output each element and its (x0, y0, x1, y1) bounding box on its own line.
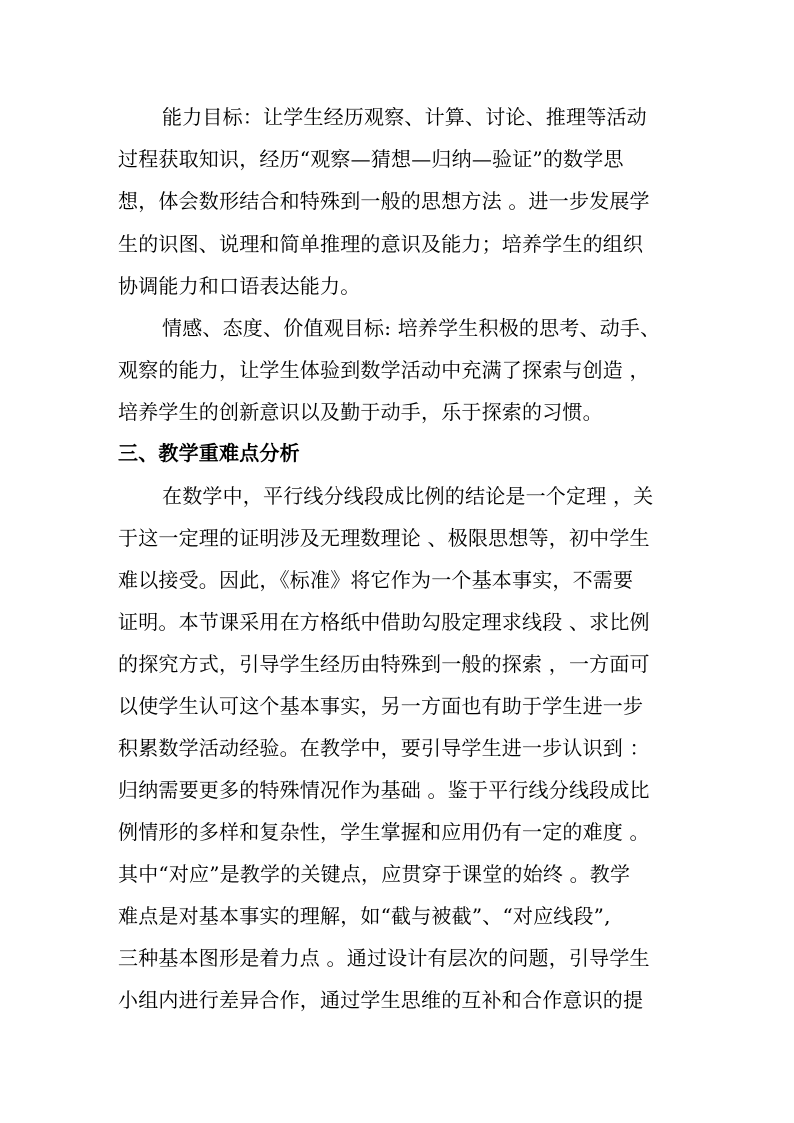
paragraph-analysis-line-3: 难以接受。因此，《标准》将它作为一个基本事实，不需要 (118, 568, 634, 592)
paragraph-emotion-goal-line-3: 培养学生的创新意识以及勤于动手，乐于探索的习惯。 (118, 400, 603, 424)
paragraph-analysis-line-12: 三种基本图形是着力点 。通过设计有层次的问题，引导学生 (118, 946, 650, 970)
paragraph-analysis-line-6: 以使学生认可这个基本事实，另一方面也有助于学生进一步 (118, 694, 644, 718)
paragraph-analysis-line-5: 的探究方式，引导学生经历由特殊到一般的探索 ，一方面可 (118, 652, 650, 676)
paragraph-analysis-line-2: 于这一定理的证明涉及无理数理论 、极限思想等，初中学生 (118, 526, 650, 550)
paragraph-analysis-line-4: 证明。本节课采用在方格纸中借助勾股定理求线段 、求比例 (118, 610, 650, 634)
paragraph-emotion-goal-line-1: 情感、态度、价值观目标: 培养学生积极的思考、动手、 (162, 316, 661, 340)
paragraph-analysis-line-13: 小组内进行差异合作，通过学生思维的互补和合作意识的提 (118, 988, 644, 1012)
paragraph-ability-goal-line-5: 协调能力和口语表达能力。 (118, 274, 361, 298)
paragraph-ability-goal-line-1: 能力目标：让学生经历观察、计算、讨论、推理等活动 (162, 105, 647, 129)
paragraph-ability-goal-line-3: 想，体会数形结合和特殊到一般的思想方法 。进一步发展学 (118, 189, 650, 213)
paragraph-ability-goal-line-2: 过程获取知识，经历“观察—猜想—归纳—验证”的数学思 (118, 147, 624, 171)
paragraph-analysis-line-9: 例情形的多样和复杂性，学生掌握和应用仍有一定的难度 。 (118, 820, 650, 844)
section-heading: 三、教学重难点分析 (118, 441, 300, 465)
paragraph-analysis-line-8: 归纳需要更多的特殊情况作为基础 。鉴于平行线分线段成比 (118, 778, 650, 802)
paragraph-emotion-goal-line-2: 观察的能力，让学生体验到数学活动中充满了探索与创造 ， (118, 358, 650, 382)
paragraph-analysis-line-1: 在数学中，平行线分线段成比例的结论是一个定理 ，关 (162, 484, 654, 508)
paragraph-analysis-line-10: 其中“对应”是教学的关键点，应贯穿于课堂的始终 。教学 (118, 862, 631, 886)
paragraph-ability-goal-line-4: 生的识图、说理和简单推理的意识及能力；培养学生的组织 (118, 232, 644, 256)
paragraph-analysis-line-7: 积累数学活动经验。在教学中，要引导学生进一步认识到 ： (118, 736, 650, 760)
paragraph-analysis-line-11: 难点是对基本事实的理解，如“截与被截”、“对应线段”, (118, 904, 611, 928)
